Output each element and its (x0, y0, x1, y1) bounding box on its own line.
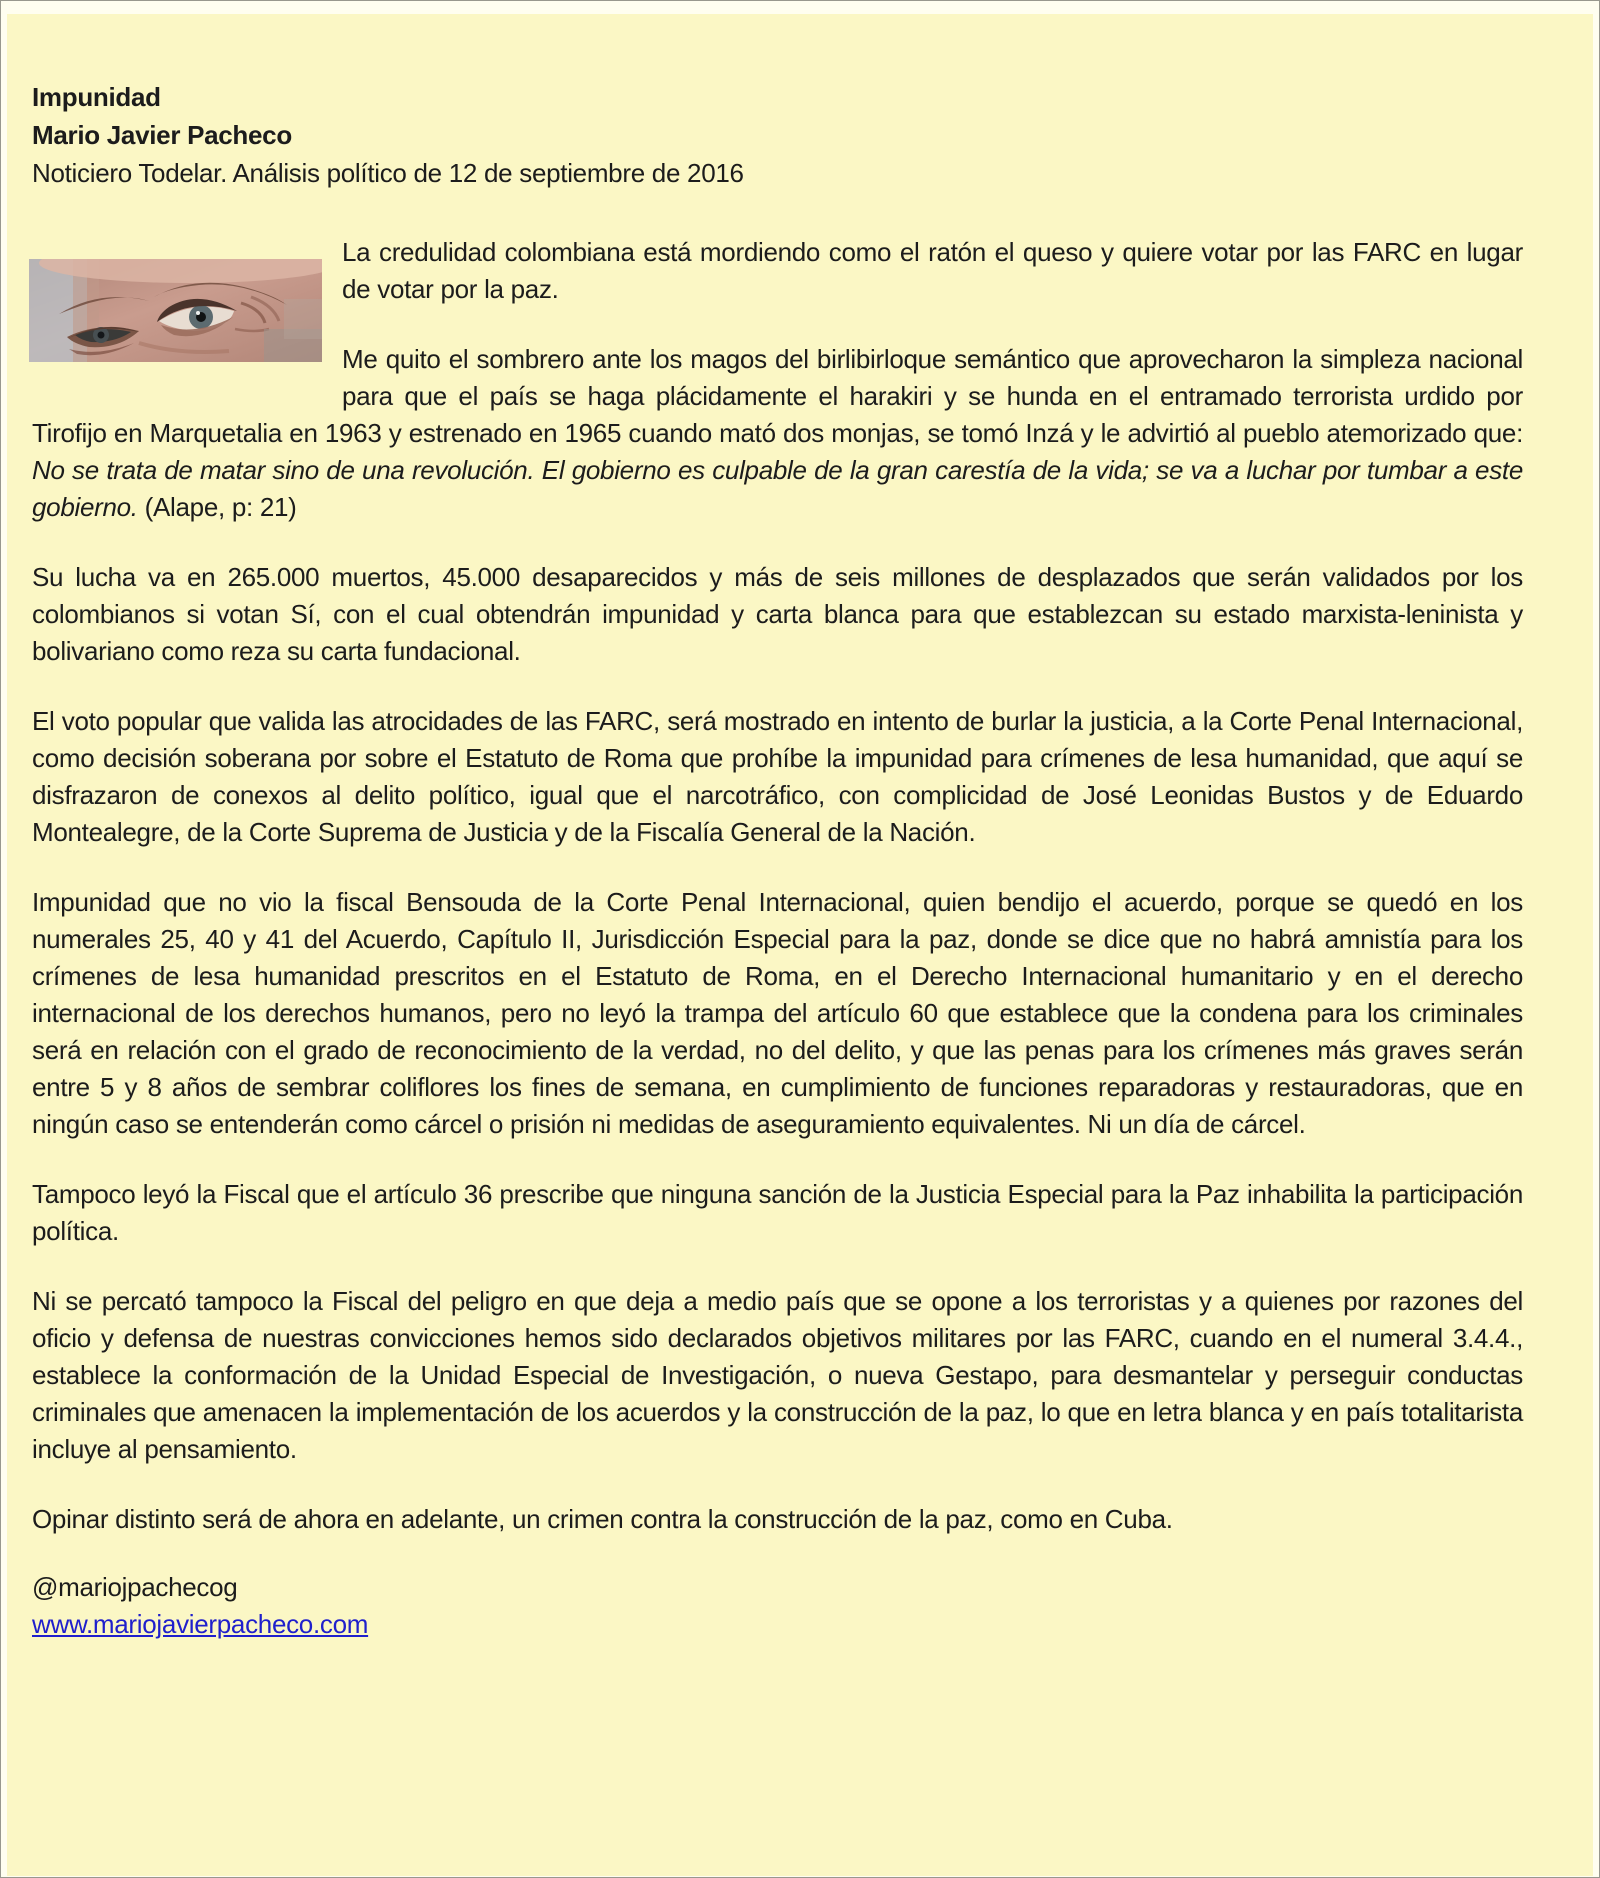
paragraph-5 (32, 884, 1523, 1143)
paragraph-8 (32, 1501, 1523, 1538)
paragraph-4 (32, 703, 1523, 851)
paragraph-1-text: La credulidad colombiana está mordiendo como el ratón el queso y quiere votar por las FARC en lugar de votar por la paz. (342, 237, 1523, 304)
article-header (32, 78, 1523, 192)
paragraph-2-quote: No se trata de matar sino de una revolución. El gobierno es culpable de la gran carestía de la vida; se va a luchar por tumbar a este gobierno. (32, 455, 1523, 522)
paragraph-2-citation: (Alape, p: 21) (137, 492, 297, 522)
paragraph-4-text: El voto popular que valida las atrocidades de las FARC, será mostrado en intento de burlar la justicia, a la Corte Penal Internacional, como decisión soberana por sobre el Estatuto de Roma que prohíbe la impunidad para crímenes de lesa humanidad, que aquí se disfrazaron de conexos al delito político, igual que el narcotráfico, con complicidad de José Leonidas Bustos y de Eduardo Montealegre, de la Corte Suprema de Justicia y de la Fiscalía General de la Nación. (32, 706, 1523, 847)
paragraph-8-text: Opinar distinto será de ahora en adelante, un crimen contra la construcción de la paz, como en Cuba. (32, 1504, 1173, 1534)
paragraph-7 (32, 1283, 1523, 1468)
website-link[interactable]: www.mariojavierpacheco.com (32, 1609, 369, 1639)
paragraph-7-text: Ni se percató tampoco la Fiscal del peligro en que deja a medio país que se opone a los terroristas y a quienes por razones del oficio y defensa de nuestras convicciones hemos sido declarados objetivos militares por las FARC, cuando en el numeral 3.4.4., establece la conformación de la Unidad Especial de Investigación, o nueva Gestapo, para desmantelar y perseguir conductas criminales que amenacen la implementación de los acuerdos y la construcción de la paz, lo que en letra blanca y en país totalitarista incluye al pensamiento. (32, 1286, 1523, 1464)
website-line (32, 1606, 1523, 1643)
twitter-handle: @mariojpachecog (32, 1572, 238, 1602)
article-body (32, 234, 1523, 1538)
author-eyes-photo (29, 259, 322, 362)
paragraph-3-text: Su lucha va en 265.000 muertos, 45.000 desaparecidos y más de seis millones de desplazados que serán validados por los colombianos si votan Sí, con el cual obtendrán impunidad y carta blanca para que establezcan su estado marxista-leninista y bolivariano como reza su carta fundacional. (32, 562, 1523, 666)
paragraph-6-text: Tampoco leyó la Fiscal que el artículo 36 prescribe que ninguna sanción de la Justicia Especial para la Paz inhabilita la participación política. (32, 1179, 1523, 1246)
paragraph-3 (32, 559, 1523, 670)
paragraph-2 (32, 341, 1523, 526)
article-sheet (7, 14, 1593, 1876)
paragraph-2-text: Me quito el sombrero ante los magos del birlibirloque semántico que aprovecharon la simpleza nacional para que el país se haga plácidamente el harakiri y se hunda en el entramado terrorista urdido por Tirofijo en Marquetalia en 1963 y estrenado en 1965 cuando mató dos monjas, se tomó Inzá y le advirtió al pueblo atemorizado que: (32, 344, 1523, 448)
article-footer (32, 1569, 1523, 1643)
article-subtitle: Noticiero Todelar. Análisis político de 12 de septiembre de 2016 (32, 158, 744, 188)
article-title: Impunidad (32, 82, 161, 112)
article-author: Mario Javier Pacheco (32, 120, 292, 150)
author-eyes-photo-graphic (29, 259, 322, 362)
paragraph-6 (32, 1176, 1523, 1250)
paragraph-5-text: Impunidad que no vio la fiscal Bensouda de la Corte Penal Internacional, quien bendijo el acuerdo, porque se quedó en los numerales 25, 40 y 41 del Acuerdo, Capítulo II, Jurisdicción Especial para la paz, donde se dice que no habrá amnistía para los crímenes de lesa humanidad prescritos en el Estatuto de Roma, en el Derecho Internacional humanitario y en el derecho internacional de los derechos humanos, pero no leyó la trampa del artículo 60 que establece que la condena para los criminales será en relación con el grado de reconocimiento de la verdad, no del delito, y que las penas para los crímenes más graves serán entre 5 y 8 años de sembrar coliflores los fines de semana, en cumplimiento de funciones reparadoras y restauradoras, que en ningún caso se entenderán como cárcel o prisión ni medidas de aseguramiento equivalentes. Ni un día de cárcel. (32, 887, 1523, 1139)
